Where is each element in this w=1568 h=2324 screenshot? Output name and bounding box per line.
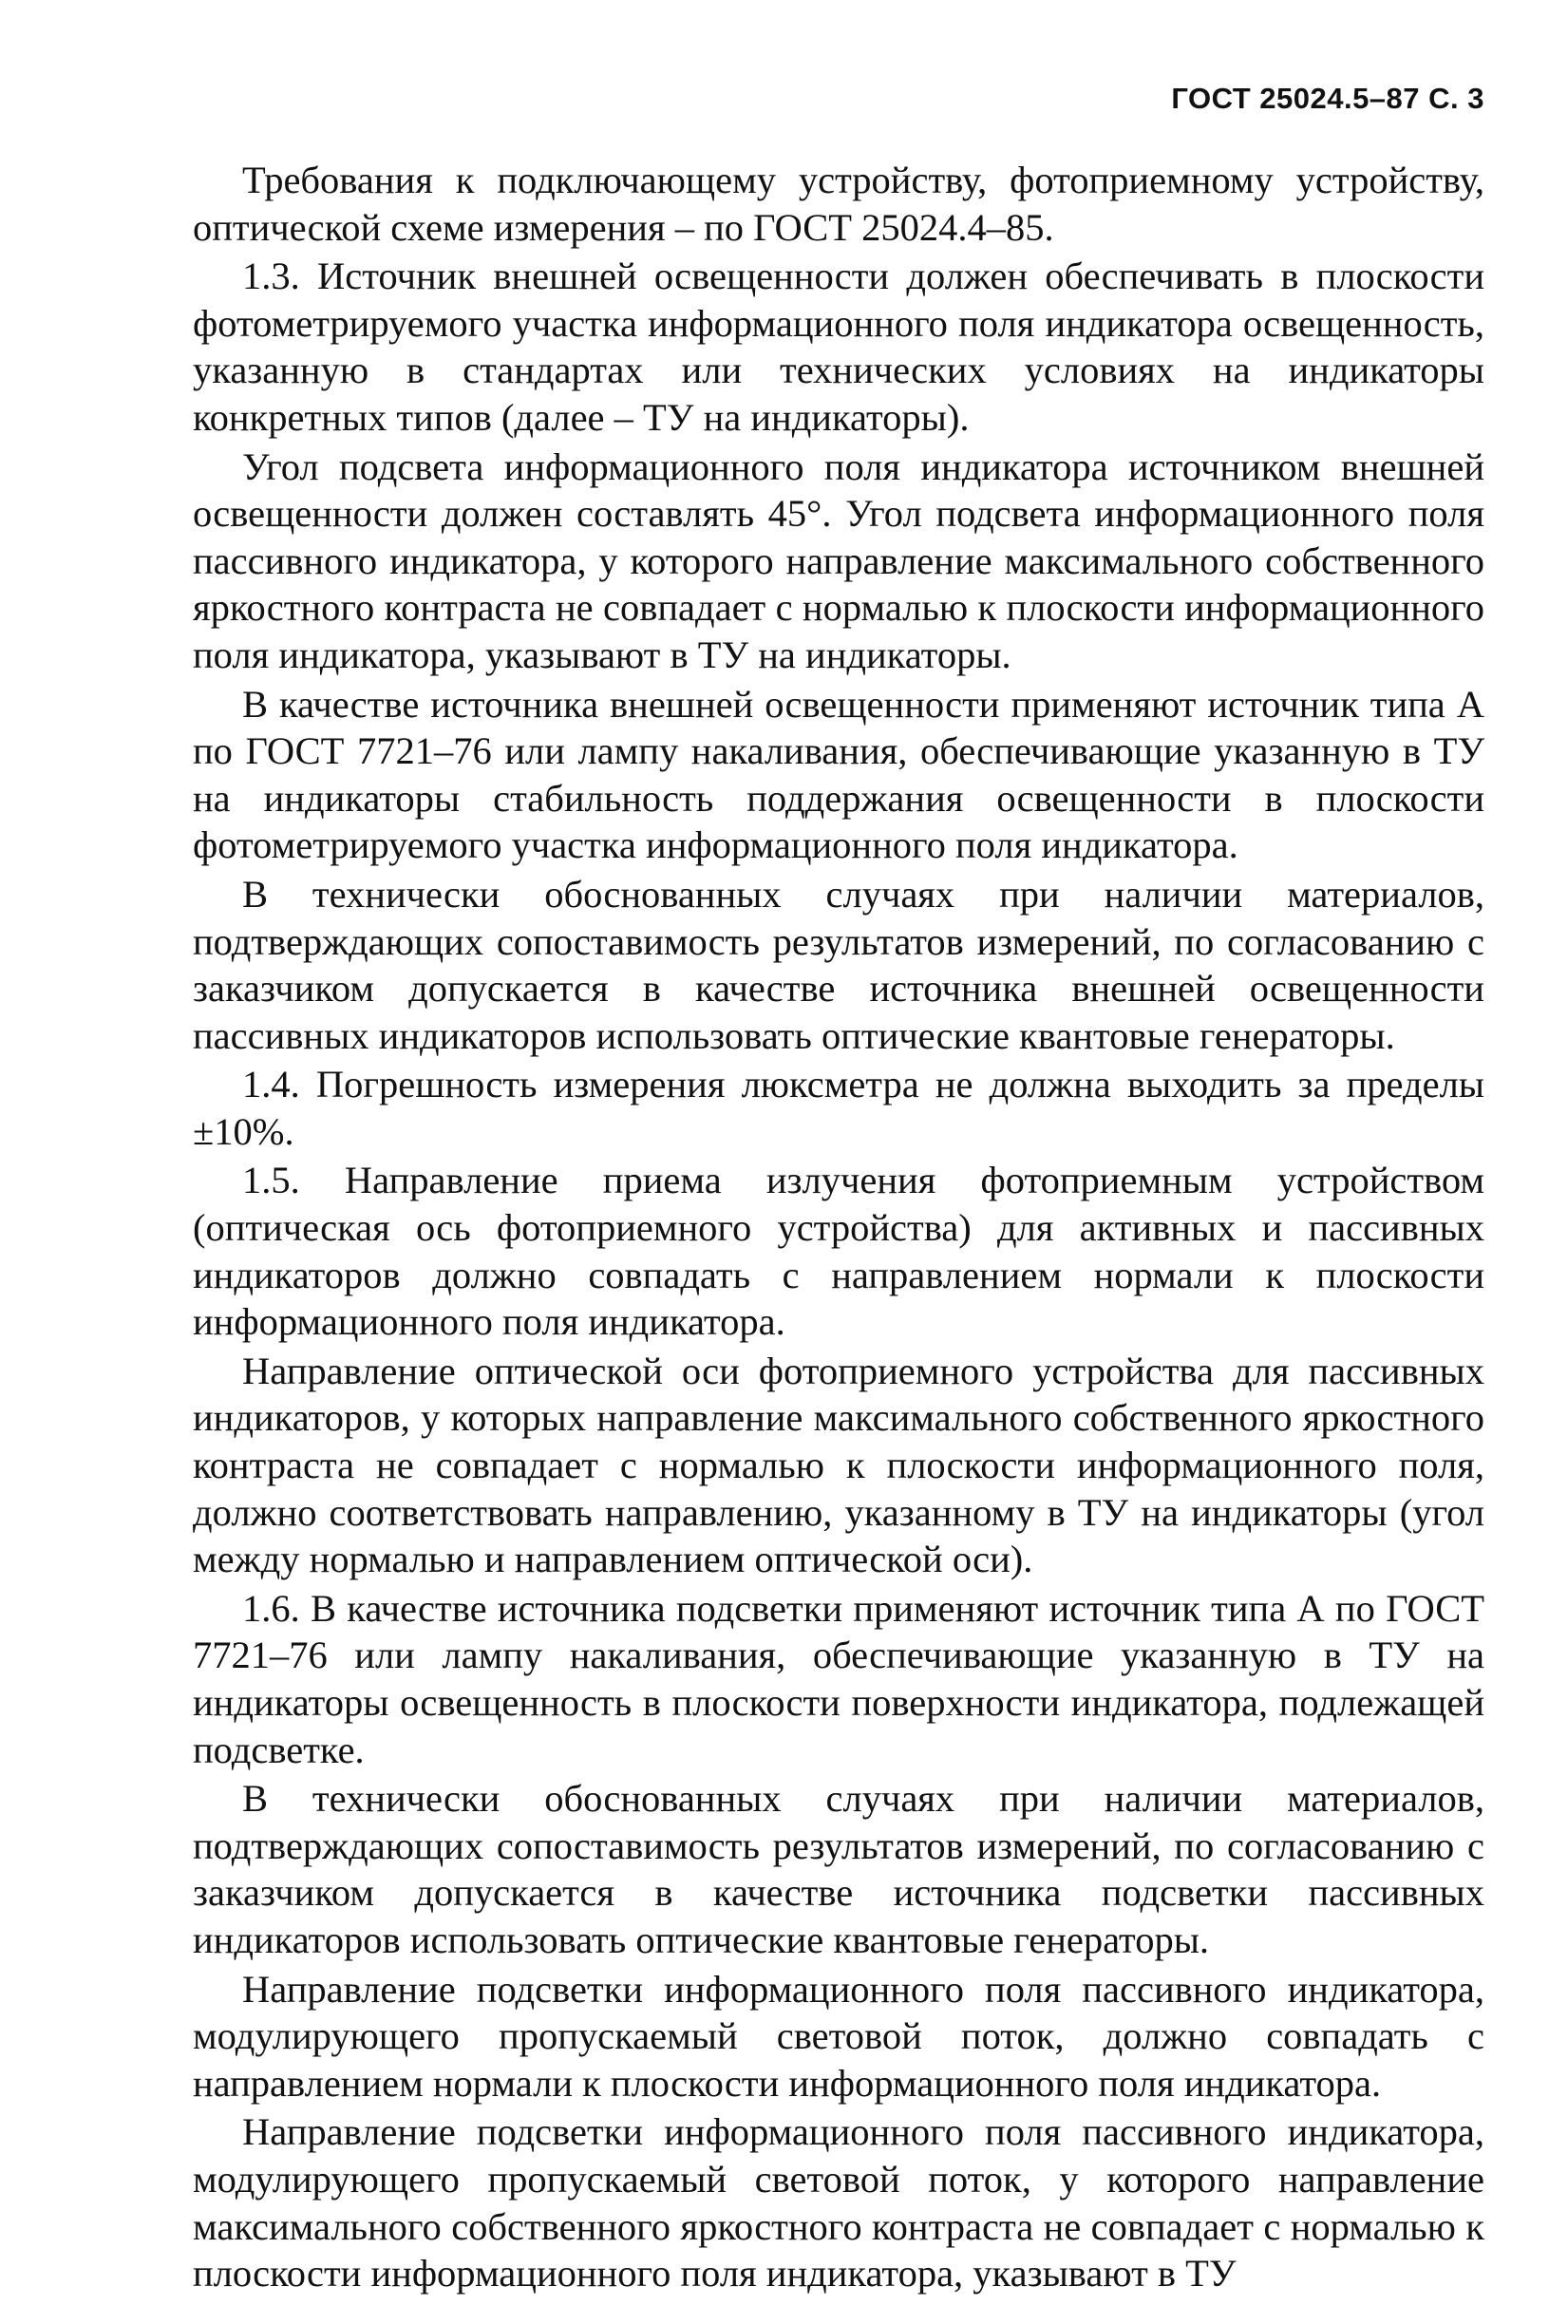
- paragraph-backlight-direction-contrast: Направление подсветки информационного поля пассивного индикатора, модулирующего пропускаемый световой поток, у которого направление максимального собственного яркостного контраста не совпадает с нормалью к плоскости информационного поля индикатора, указывают в ТУ: [193, 2110, 1484, 2296]
- paragraph-requirements: Требования к подключающему устройству, фотоприемному устройству, оптической схеме измерения – по ГОСТ 25024.4–85.: [193, 159, 1484, 249]
- running-header: ГОСТ 25024.5–87 С. 3: [1171, 82, 1484, 115]
- paragraph-1-6: 1.6. В качестве источника подсветки применяют источник типа А по ГОСТ 7721–76 или лампу накаливания, обеспечивающие указанную в ТУ на индикаторы освещенность в плоскости поверхности индикатора, подлежащей подсветке.: [193, 1586, 1484, 1771]
- body-text: [193, 157, 1484, 2299]
- paragraph-laser-sources-backlight: В технически обоснованных случаях при наличии материалов, подтверждающих сопоставимость результатов измерений, по согласованию с заказчиком допускается в качестве источника подсветки пассивных индикаторов использовать оптические квантовые генераторы.: [193, 1777, 1484, 1961]
- paragraph-1-4: 1.4. Погрешность измерения люксметра не должна выходить за пределы ±10%.: [193, 1063, 1484, 1153]
- paragraph-1-5: 1.5. Направление приема излучения фотоприемным устройством (оптическая ось фотоприемного устройства) для активных и пассивных индикаторов должно совпадать с направлением нормали к плоскости информационного поля индикатора.: [193, 1159, 1484, 1344]
- paragraph-optical-axis-passive: Направление оптической оси фотоприемного устройства для пассивных индикаторов, у которых направление максимального собственного яркостного контраста не совпадает с нормалью к плоскости информационного поля, должно соответствовать направлению, указанному в ТУ на индикаторы (угол между нормалью и направлением оптической оси).: [193, 1349, 1484, 1581]
- paragraph-laser-sources-external: В технически обоснованных случаях при наличии материалов, подтверждающих сопоставимость результатов измерений, по согласованию с заказчиком допускается в качестве источника внешней освещенности пассивных индикаторов использовать оптические квантовые генераторы.: [193, 872, 1484, 1057]
- paragraph-light-source-type-a: В качестве источника внешней освещенности применяют источник типа А по ГОСТ 7721–76 или лампу накаливания, обеспечивающие указанную в ТУ на индикаторы стабильность поддержания освещенности в плоскости фотометрируемого участка информационного поля индикатора.: [193, 682, 1484, 867]
- paragraph-backlight-direction: Направление подсветки информационного поля пассивного индикатора, модулирующего пропускаемый световой поток, должно совпадать с направлением нормали к плоскости информационного поля индикатора.: [193, 1967, 1484, 2105]
- paragraph-illumination-angle: Угол подсвета информационного поля индикатора источником внешней освещенности должен составлять 45°. Угол подсвета информационного поля пассивного индикатора, у которого направление максимального собственного яркостного контраста не совпадает с нормалью к плоскости информационного поля индикатора, указывают в ТУ на индикаторы.: [193, 444, 1484, 676]
- paragraph-1-3: 1.3. Источник внешней освещенности должен обеспечивать в плоскости фотометрируемого участка информационного поля индикатора освещенность, указанную в стандартах или технических условиях на индикаторы конкретных типов (далее – ТУ на индикаторы).: [193, 255, 1484, 439]
